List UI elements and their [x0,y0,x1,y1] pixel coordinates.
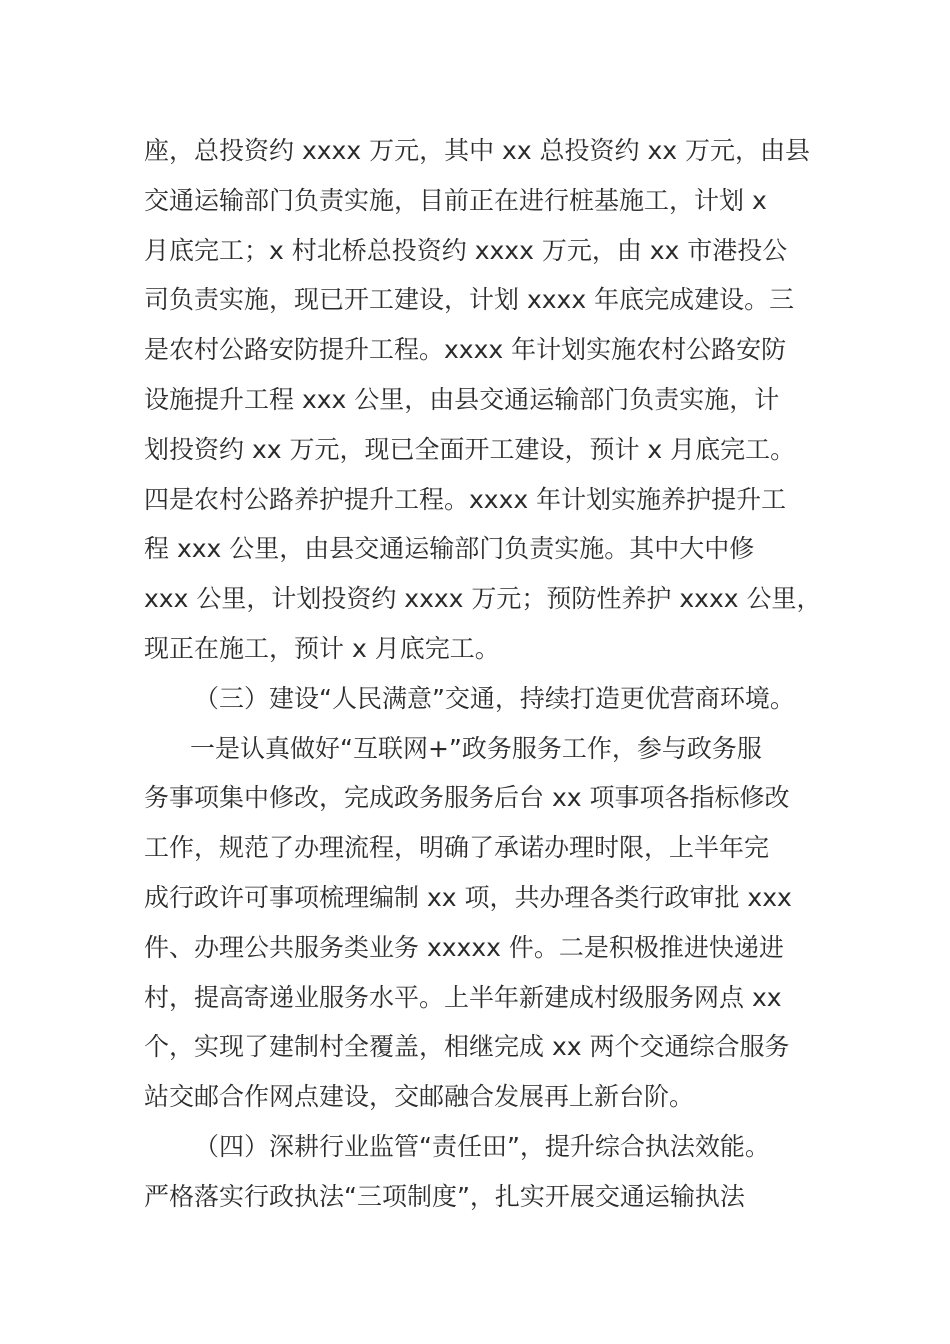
text-line: 站交邮合作网点建设，交邮融合发展再上新台阶。 [144,1082,695,1112]
text-line: 交通运输部门负责实施，目前正在进行桩基施工，计划 x [144,185,767,215]
text-line: 严格落实行政执法“三项制度”，扎实开展交通运输执法 [144,1181,745,1211]
text-line: 座，总投资约 xxxx 万元，其中 xx 总投资约 xx 万元，由县 [144,136,811,165]
text-line: 务事项集中修改，完成政务服务后台 xx 项事项各指标修改 [144,783,790,813]
text-line: 月底完工；x 村北桥总投资约 xxxx 万元，由 xx 市港投公 [144,235,788,265]
text-line: 件、办理公共服务类业务 xxxxx 件。二是积极推进快递进 [144,932,784,962]
text-line: 村，提高寄递业服务水平。上半年新建成村级服务网点 xx [144,982,782,1012]
paragraph-start: 一是认真做好“互联网+”政务服务工作，参与政务服 [190,733,762,763]
text-line: 现正在施工，预计 x 月底完工。 [144,633,500,663]
text-line: 工作，规范了办理流程，明确了承诺办理时限，上半年完 [144,833,770,863]
section-heading-3: （三）建设“人民满意”交通，持续打造更优营商环境。 [194,683,795,713]
text-line: 设施提升工程 xxx 公里，由县交通运输部门负责实施，计 [144,384,780,414]
text-line: 程 xxx 公里，由县交通运输部门负责实施。其中大中修 [144,534,755,564]
text-line: 成行政许可事项梳理编制 xx 项，共办理各类行政审批 xxx [144,882,792,912]
document-body [144,126,824,1222]
text-line: 个，实现了建制村全覆盖，相继完成 xx 两个交通综合服务 [144,1032,790,1062]
text-line: 划投资约 xx 万元，现已全面开工建设，预计 x 月底完工。 [144,434,796,464]
text-line: 司负责实施，现已开工建设，计划 xxxx 年底完成建设。三 [144,285,795,315]
section-heading-4: （四）深耕行业监管“责任田”，提升综合执法效能。 [194,1131,770,1161]
text-line: xxx 公里，计划投资约 xxxx 万元；预防性养护 xxxx 公里， [144,584,822,614]
text-line: 是农村公路安防提升工程。xxxx 年计划实施农村公路安防 [144,335,787,365]
text-line: 四是农村公路养护提升工程。xxxx 年计划实施养护提升工 [144,484,787,514]
